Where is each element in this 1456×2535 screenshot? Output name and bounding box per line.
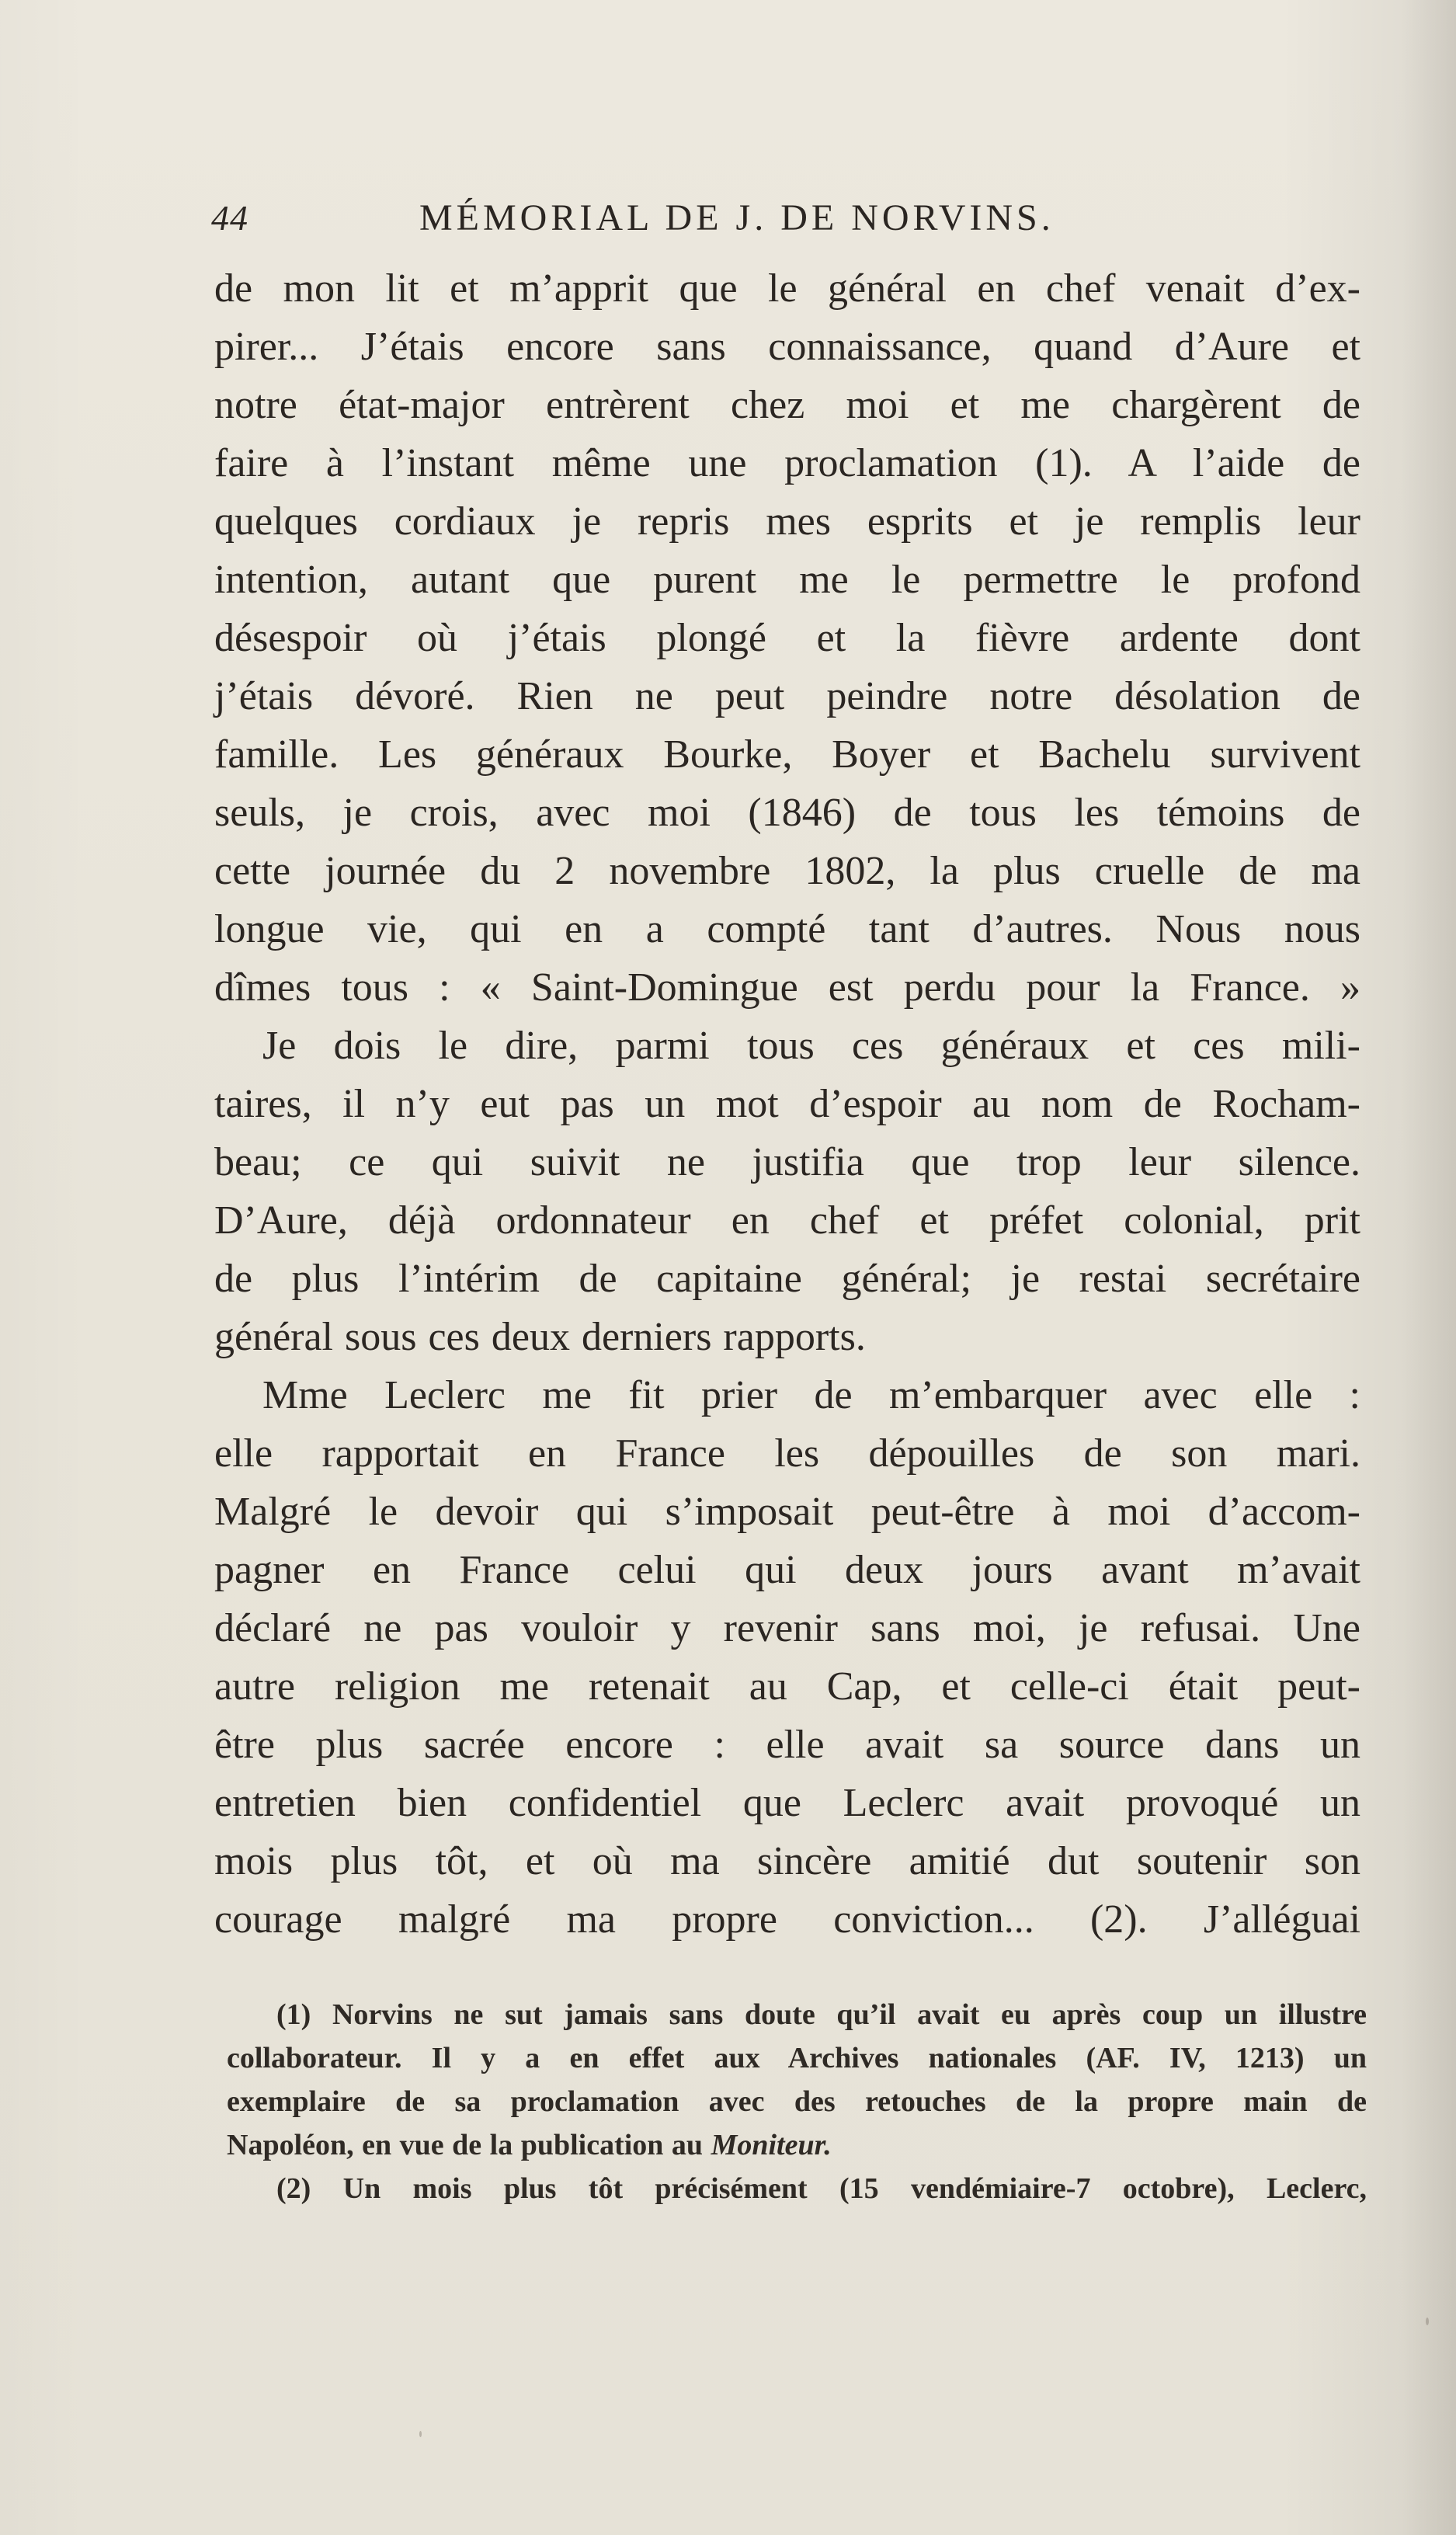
text-line: entretien bien confidentiel que Leclerc avait provoqué un <box>214 1781 1360 1825</box>
text-line: elle rapportait en France les dépouilles de son mari. <box>214 1431 1360 1476</box>
text-line: taires, il n’y eut pas un mot d’espoir au nom de Rocham- <box>214 1082 1360 1126</box>
page-number: 44 <box>211 198 248 238</box>
footnote-line: collaborateur. Il y a en effet aux Archives nationales (AF. IV, 1213) un <box>227 2042 1367 2074</box>
text-line: Malgré le devoir qui s’imposait peut-être à moi d’accom- <box>214 1490 1360 1534</box>
footnote-line: exemplaire de sa proclamation avec des retouches de la propre main de <box>227 2085 1367 2118</box>
text-line: famille. Les généraux Bourke, Boyer et Bachelu survivent <box>214 732 1360 777</box>
body-text <box>214 259 1360 1949</box>
text-line: autre religion me retenait au Cap, et celle-ci était peut- <box>214 1664 1360 1709</box>
text-line: notre état-major entrèrent chez moi et me chargèrent de <box>214 383 1360 427</box>
text-line: Mme Leclerc me fit prier de m’embarquer avec elle : <box>262 1373 1360 1417</box>
text-line: dîmes tous : « Saint-Domingue est perdu pour la France. » <box>214 965 1360 1010</box>
running-title: MÉMORIAL DE J. DE NORVINS. <box>419 197 1055 238</box>
text-line: de plus l’intérim de capitaine général; je restai secrétaire <box>214 1257 1360 1301</box>
paper-speck <box>419 2431 422 2437</box>
text-line: j’étais dévoré. Rien ne peut peindre notre désolation de <box>214 674 1360 718</box>
text-line: seuls, je crois, avec moi (1846) de tous les témoins de <box>214 791 1360 835</box>
text-line: général sous ces deux derniers rapports. <box>214 1315 866 1359</box>
running-header <box>211 191 1368 245</box>
text-line: longue vie, qui en a compté tant d’autres. Nous nous <box>214 907 1360 951</box>
text-line: cette journée du 2 novembre 1802, la plus cruelle de ma <box>214 849 1360 893</box>
text-line: de mon lit et m’apprit que le général en chef venait d’ex- <box>214 266 1360 311</box>
footnote-line: (1) Norvins ne sut jamais sans doute qu’il avait eu après coup un illustre <box>276 1998 1367 2031</box>
text-line: mois plus tôt, et où ma sincère amitié dut soutenir son <box>214 1839 1360 1883</box>
text-line: désespoir où j’étais plongé et la fièvre ardente dont <box>214 616 1360 660</box>
journal-title: Moniteur. <box>711 2129 832 2161</box>
footnote-line: (2) Un mois plus tôt précisément (15 vendémiaire-7 octobre), Leclerc, <box>276 2172 1367 2205</box>
text-line: courage malgré ma propre conviction... (2). J’alléguai <box>214 1897 1360 1942</box>
text-line: intention, autant que purent me le permettre le profond <box>214 558 1360 602</box>
text-line: Je dois le dire, parmi tous ces généraux et ces mili- <box>262 1024 1360 1068</box>
text-line: pagner en France celui qui deux jours avant m’avait <box>214 1548 1360 1592</box>
text-line: D’Aure, déjà ordonnateur en chef et préfet colonial, prit <box>214 1198 1360 1243</box>
text-line: quelques cordiaux je repris mes esprits et je remplis leur <box>214 499 1360 544</box>
footnote-text: Napoléon, en vue de la publication au <box>227 2129 711 2161</box>
paper-speck <box>1426 2318 1429 2325</box>
text-line: beau; ce qui suivit ne justifia que trop leur silence. <box>214 1140 1360 1184</box>
footnotes <box>227 1993 1367 2210</box>
page-gutter-shadow <box>1402 0 1456 2535</box>
text-line: déclaré ne pas vouloir y revenir sans moi, je refusai. Une <box>214 1606 1360 1650</box>
footnote-line <box>227 2123 1367 2167</box>
text-line: pirer... J’étais encore sans connaissance, quand d’Aure et <box>214 325 1360 369</box>
text-line: être plus sacrée encore : elle avait sa source dans un <box>214 1723 1360 1767</box>
text-line: faire à l’instant même une proclamation (1). A l’aide de <box>214 441 1360 485</box>
